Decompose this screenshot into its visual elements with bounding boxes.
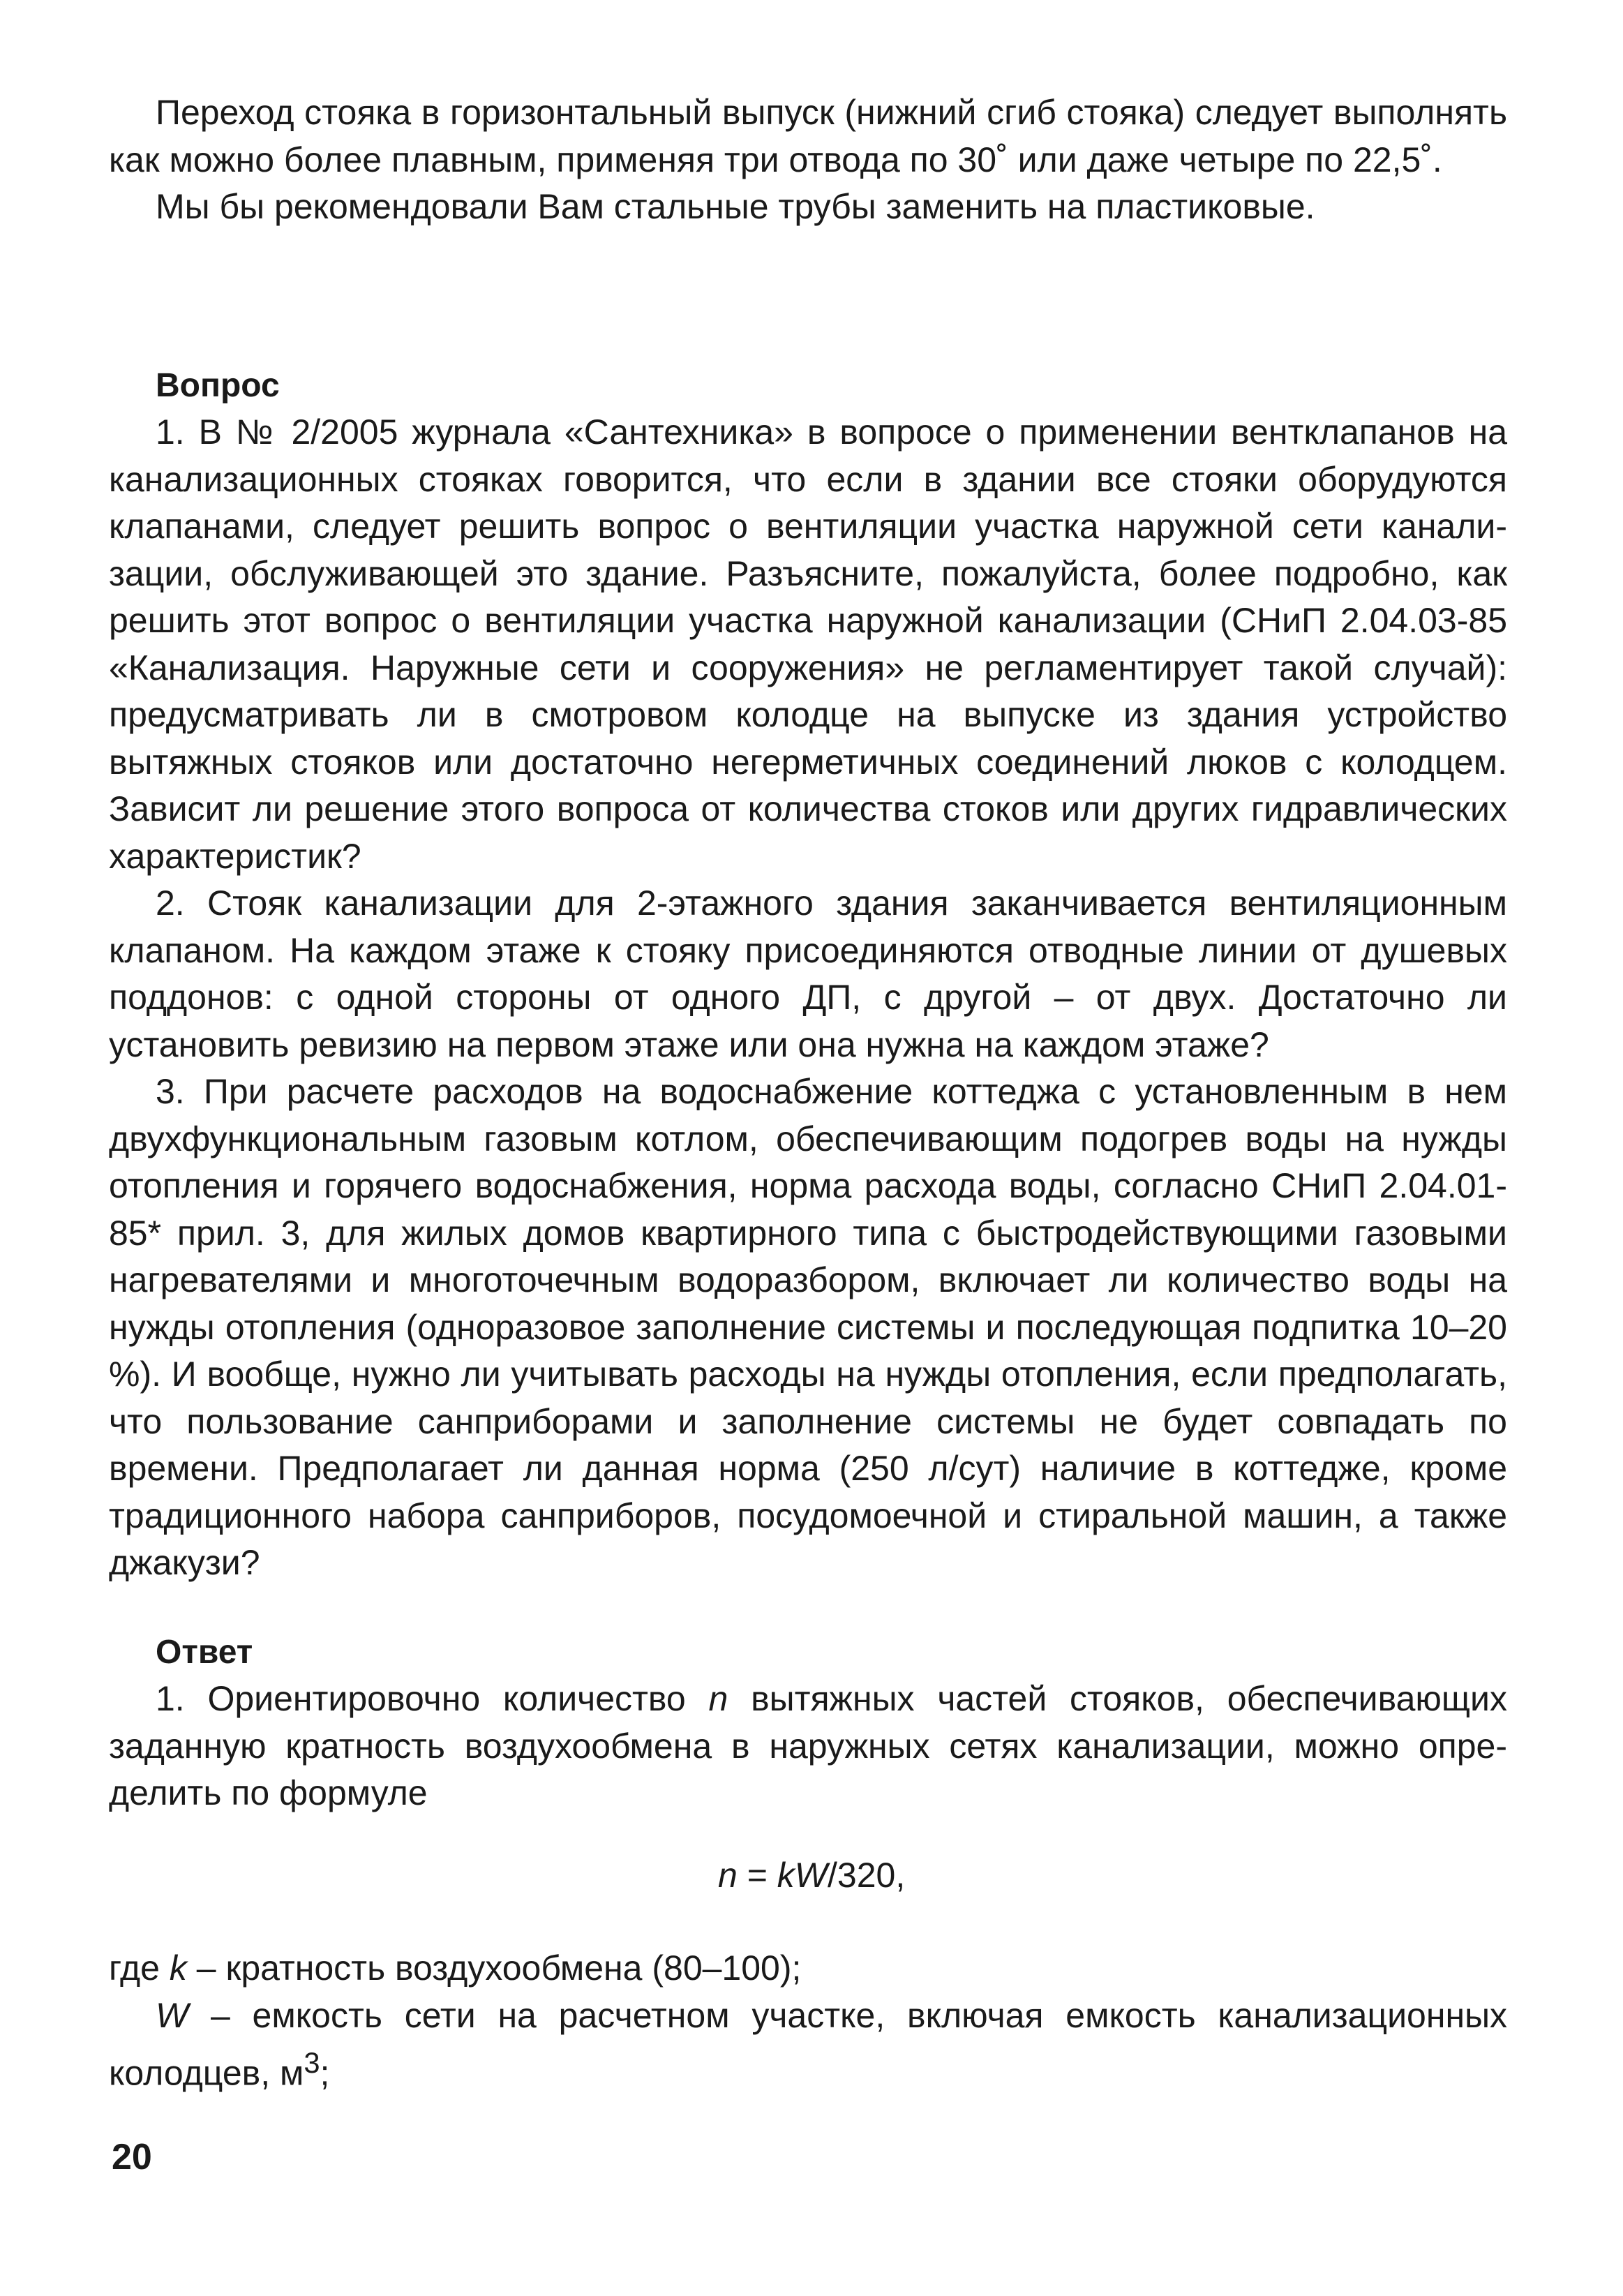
where-w-line — [109, 1992, 1507, 2098]
question-heading: Вопрос — [156, 366, 280, 404]
where-k-text: – кратность воздухообмена (80–100); — [186, 1948, 802, 1988]
intro-paragraph-1: Переход стояка в горизонтальный выпуск (нижний сгиб стояка) следует выполнять как можно более плавным, применяя три отвода по 30˚ или даже четыре по 22,5˚. — [109, 93, 1507, 179]
intro-paragraph-2: Мы бы рекомендовали Вам стальные трубы заменить на пластиковые. — [156, 187, 1315, 226]
answer-item-1-text-b: вытяжных частей стояков, обеспечивающих заданную кратность воздухообмена в наружных сетях канализации, можно определить по формуле — [109, 1679, 1507, 1812]
answer-variable-n: n — [708, 1679, 728, 1718]
formula — [109, 1852, 1507, 1900]
where-w-text: – емкость сети на расчетном участке, включая емкость канализационных колодцев, м — [109, 1995, 1507, 2093]
where-k-line — [109, 1945, 1507, 1992]
variable-k: k — [169, 1948, 187, 1988]
formula-rest: /320, — [828, 1855, 906, 1895]
answer-item-1 — [109, 1676, 1507, 1817]
answer-heading: Ответ — [156, 1633, 253, 1671]
formula-n: n — [718, 1855, 738, 1895]
question-item-1: 1. В № 2/2005 журнала «Сантехника» в вопросе о применении вентклапанов на канализационных стояках говорится, что если в здании все стояки оборудуются клапанами, следует решить вопрос о вентиляции участка наружной сети канализации, обслуживающей это здание. Разъясните, пожалуйста, более подробно, как решить этот вопрос о вентиляции участка наружной канализации (СНиП 2.04.03-85 «Канализация. Наружные сети и сооружения» не регламентирует такой случай): предусматривать ли в смотровом колодце на выпуске из здания устройство вытяжных стояков или достаточно негерметичных соединений люков с колодцем. Зависит ли решение этого вопроса от количества стоков или других гидравлических характеристик? — [109, 412, 1507, 876]
formula-eq: = — [737, 1855, 777, 1895]
formula-kw: kW — [777, 1855, 828, 1895]
page-number: 20 — [112, 2137, 152, 2177]
answer-item-1-text-a: 1. Ориентировочно количество — [156, 1679, 709, 1718]
question-item-3: 3. При расчете расходов на водоснабжение коттеджа с установленным в нем двухфункциональным газовым котлом, обеспечивающим подогрев воды на нужды отопления и горячего водоснабжения, норма расхода воды, согласно СНиП 2.04.01-85* прил. 3, для жилых домов квартирного типа с быстродействующими газовыми нагревателями и многоточечным водоразбором, включает ли количество воды на нужды отопления (одноразовое заполнение системы и последующая подпитка 10–20 %). И вообще, нужно ли учитывать расходы на нужды отопления, если предполагать, что пользование санприборами и заполнение системы не будет совпадать по времени. Предполагает ли данная норма (250 л/сут) наличие в коттедже, кроме традиционного набора санприборов, посудомоечной и стиральной машин, а также джакузи? — [109, 1072, 1507, 1582]
question-item-2: 2. Стояк канализации для 2-этажного здания заканчивается вентиляционным клапаном. На каждом этаже к стояку присоединяются отводные линии от душевых поддонов: с одной стороны от одного ДП, с другой – от двух. Достаточно ли установить ревизию на первом этаже или она нужна на каждом этаже? — [109, 884, 1507, 1064]
variable-w: W — [156, 1995, 189, 2035]
where-w-end: ; — [320, 2053, 330, 2093]
page-body — [109, 89, 1507, 2097]
where-prefix: где — [109, 1948, 170, 1988]
cubic-superscript: 3 — [304, 2046, 320, 2079]
